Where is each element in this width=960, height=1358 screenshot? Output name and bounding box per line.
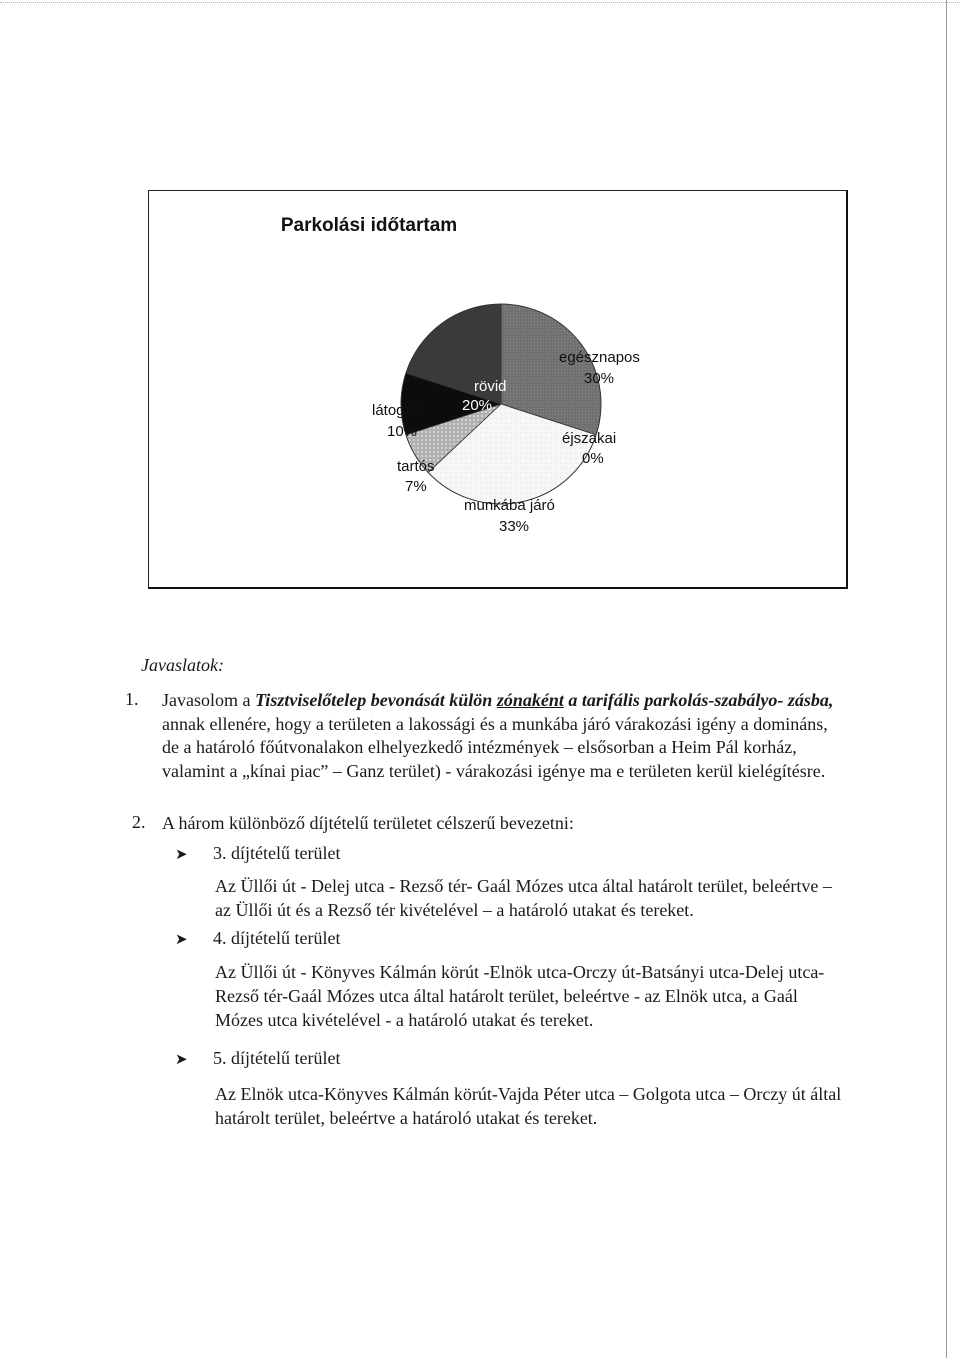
zone4-bullet (175, 928, 340, 949)
label-rovid-name: rövid (474, 378, 507, 395)
javaslatok-heading: Javaslatok: (141, 655, 224, 675)
zone5-text: Az Elnök utca-Könyves Kálmán körút-Vajda Péter utca – Golgota utca – Orczy út által határolt terület, beleértve a határoló utakat és tereket. (215, 1084, 842, 1128)
zone5-label: 5. díjtételű terület (213, 1048, 341, 1068)
chart-title: Parkolási időtartam (280, 215, 458, 236)
chart-frame (148, 190, 848, 589)
label-munkaba-value: 33% (499, 518, 530, 535)
label-ejszakai-value: 0% (582, 450, 604, 467)
item2-number: 2. (132, 812, 146, 832)
arrow-bullet-icon: ➤ (175, 845, 188, 863)
label-rovid-value: 20% (462, 397, 493, 414)
label-latogato-value: 10% (387, 423, 418, 440)
zone4-label: 4. díjtételű terület (213, 928, 341, 948)
item1-bold-4: zásba, (787, 690, 834, 710)
arrow-bullet-icon: ➤ (175, 930, 188, 948)
label-egesznapos-value: 30% (584, 370, 615, 387)
item1-text-start: Javasolom a (162, 690, 255, 710)
zone5-bullet (175, 1048, 340, 1069)
pie-chart (149, 191, 846, 587)
label-latogato-name: látogató (372, 402, 426, 419)
zone3-bullet (175, 843, 340, 864)
label-tartos-name: tartós (397, 458, 435, 475)
item1-number: 1. (125, 689, 139, 709)
scan-edge-right (946, 0, 947, 1358)
item1-bold-zonakent: zónaként (496, 690, 564, 710)
item1-bold-1: Tisztviselőtelep bevonását külön (254, 690, 497, 710)
label-egesznapos-name: egésznapos (559, 349, 640, 366)
item1-paragraph (162, 689, 842, 783)
item1-text-rest: annak ellenére, hogy a területen a lakossági és a munkába járó várakozási igény a domináns, de a határoló főútvonalakon elhelyezkedő intézmények – elsősorban a Heim Pál korház, valamint a „kínai piac” – Ganz terület) - várakozási igénye ma e területen kerül kielégítésre. (162, 713, 828, 781)
zone3-label: 3. díjtételű terület (213, 843, 341, 863)
arrow-bullet-icon: ➤ (175, 1050, 188, 1068)
scan-edge-top (0, 2, 960, 4)
zone3-text: Az Üllői út - Delej utca - Rezső tér- Gaál Mózes utca által határolt terület, beleértve – az Üllői út és a Rezső tér kivételével – a határoló utakat és tereket. (215, 876, 832, 920)
label-tartos-value: 7% (405, 478, 427, 495)
label-ejszakai-name: éjszakai (562, 430, 617, 447)
zone4-text: Az Üllői út - Könyves Kálmán körút -Elnök utca-Orczy út-Batsányi utca-Delej utca-Rezső tér-Gaál Mózes utca által határolt terület, beleértve - az Elnök utca, a Gaál Mózes utca kivételével - a határoló utakat és tereket. (215, 962, 825, 1030)
item1-bold-3: a tarifális parkolás-szabályo- (563, 690, 784, 710)
item2-text: A három különböző díjtételű területet célszerű bevezetni: (162, 813, 574, 833)
label-munkaba-name: munkába járó (464, 497, 555, 514)
